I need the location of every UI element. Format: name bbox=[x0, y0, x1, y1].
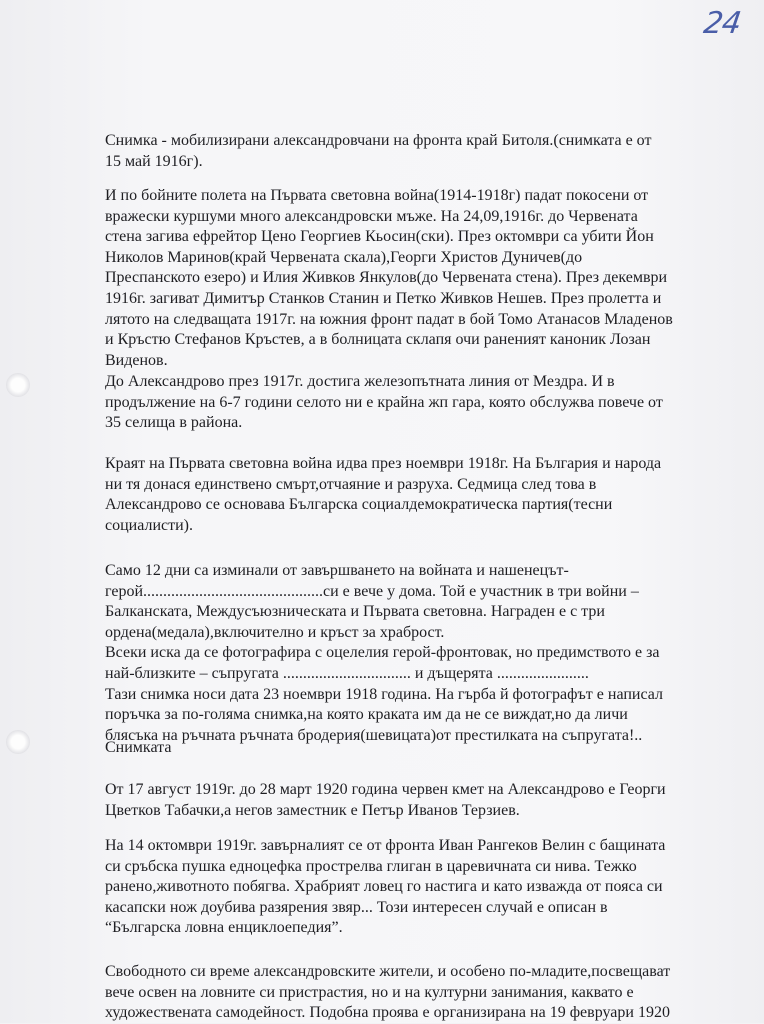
text-line: герой.............................................си е вече у дома. Той е участник в три войни – bbox=[105, 582, 639, 600]
paragraph-hero-returns bbox=[105, 561, 705, 746]
text-line: стена загива ефрейтор Цено Георгиев Кьосин(ски). През октомври са убити Йон bbox=[105, 228, 654, 246]
text-line: “Българска ловна енциклоепедия”. bbox=[105, 919, 343, 937]
punch-hole bbox=[6, 730, 30, 754]
text-line: поръчка за по-голяма снимка,на която краката им да не се виждат,но да личи bbox=[105, 706, 628, 724]
text-line: Краят на Първата световна война идва през ноември 1918г. На България и народа bbox=[105, 455, 662, 472]
text-line: касапски нож доубива разярения звяр... Този интересен случай е описан в bbox=[105, 898, 608, 916]
paragraph-photo-caption bbox=[105, 131, 705, 172]
text-line: Само 12 дни са изминали от завършването на войната и нашенецът- bbox=[105, 562, 569, 579]
text-line: най-близките – съпругата ................................ и дъщерята ....................... bbox=[105, 664, 589, 682]
text-line: Александрово се основава Българска социалдемократическа партия(тесни bbox=[105, 496, 613, 514]
text-line: лятото на следващата 1917г. на южния фронт падат в бой Томо Атанасов Младенов bbox=[105, 310, 673, 328]
paragraph-railway bbox=[105, 372, 705, 434]
text-line: На 14 октомври 1919г. завърналият се от фронта Иван Рангеков Велин с бащината bbox=[105, 837, 666, 854]
text-line: вече освен на ловните си пристрастия, но и на културни занимания, каквато е bbox=[105, 983, 634, 1001]
text-line: Свободното си време александровските жители, и особено по-младите,посвещават bbox=[105, 963, 671, 980]
text-line: Всеки иска да се фотографира с оцелелия герой-фронтовак, но предимството е за bbox=[105, 644, 660, 662]
text-line: Преспанското езеро) и Илия Живков Янкулов(до Червената стена). През декември bbox=[105, 269, 668, 287]
text-line: ранено,животното побягва. Храбрият ловец го настига и като изважда от пояса си bbox=[105, 878, 663, 896]
text-line: И по бойните полета на Първата световна война(1914-1918г) падат покосени от bbox=[105, 187, 649, 204]
text-line: 15 май 1916г). bbox=[105, 152, 203, 170]
text-line: 35 селища в района. bbox=[105, 414, 243, 432]
text-line: Николов Маринов(край Червената скала),Георги Христов Дуничев(до bbox=[105, 248, 583, 266]
text-line: Балканската, Междусъюзническата и Първата световна. Награден е с три bbox=[105, 603, 605, 621]
text-line: От 17 август 1919г. до 28 март 1920 година червен кмет на Александрово е Георги bbox=[105, 781, 666, 798]
text-line: ни тя донася единствено смърт,отчаяние и разруха. Седмица след това в bbox=[105, 475, 597, 493]
text-line: художествената самодейност. Подобна проява е организирана на 19 февруари 1920 bbox=[105, 1004, 670, 1022]
text-line: социалисти). bbox=[105, 516, 193, 534]
text-line: блясъка на ръчната ръчната бродерия(шевицата)от престилката на съпругата!.. bbox=[105, 726, 643, 744]
paragraph-mayor bbox=[105, 780, 705, 821]
text-line: Снимката bbox=[105, 739, 172, 756]
text-line: До Александрово през 1917г. достига железопътната линия от Мездра. И в bbox=[105, 373, 615, 390]
paragraph-photo-label bbox=[105, 738, 705, 759]
text-line: Тази снимка носи дата 23 ноември 1918 година. На гърба й фотографът е написал bbox=[105, 685, 663, 703]
text-line: си сръбска пушка едноцефка прострелва глиган в царевичната си нива. Тежко bbox=[105, 857, 637, 875]
paragraph-culture bbox=[105, 962, 705, 1024]
punch-hole bbox=[6, 373, 30, 397]
text-line: ордена(медала),включително и кръст за храброст. bbox=[105, 623, 445, 641]
text-line: 1916г. загиват Димитър Станков Станин и Петко Живков Нешев. През пролетта и bbox=[105, 289, 662, 307]
paragraph-boar-hunt bbox=[105, 836, 705, 939]
text-line: вражески куршуми много александровски мъже. На 24,09,1916г. до Червената bbox=[105, 207, 638, 225]
text-line: Снимка - мобилизирани александровчани на фронта край Битоля.(снимката е от bbox=[105, 132, 652, 149]
paragraph-ww1-casualties bbox=[105, 186, 705, 371]
text-line: Цветков Табачки,а негов заместник е Петър Иванов Терзиев. bbox=[105, 801, 520, 819]
text-line: продължение на 6-7 години селото ни е крайна жп гара, която обслужва повече от bbox=[105, 393, 663, 411]
text-line: и Кръстю Стефанов Кръстев, а в болницата склапя очи раненият каноник Лозан bbox=[105, 331, 651, 349]
paragraph-end-of-war bbox=[105, 454, 705, 536]
text-line: Виденов. bbox=[105, 351, 168, 369]
handwritten-page-number: 24 bbox=[701, 6, 743, 41]
